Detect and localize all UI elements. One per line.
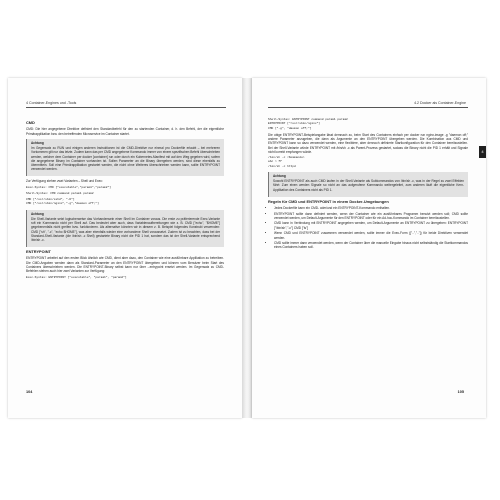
warning-box-title: Achtung (31, 140, 44, 145)
warning-box (26, 139, 224, 176)
list-item: • Jedes Dockerfile kann ein CMD- oder/und ein ENTRYPOINT-Kommando enthalten. (274, 206, 468, 210)
body-paragraph: ENTRYPOINT arbeitet auf den ersten Blick ähnlich wie CMD, dient aber dazu, den Container wie eine ausführbare Applikation zu betreiben. Die CMD-Angaben werden dann als Standard-Parameter an den ENTRYPOINT übergeben und können vom Benutzer beim Start des Containers überschrieben werden. Die ENTRYPOINT-Binary selbst kann nur über --entrypoint ersetzt werden. Im Gegensatz zu CMD-Befehlen stehen auch hier zwei Varianten zur Verfügung: (26, 256, 224, 274)
section-heading: ENTRYPOINT (26, 249, 51, 255)
body-paragraph: Die obige ENTRYPOINT-Beispielangabe lässt demnach zu, beim Start des Containers einfach per docker run nginx-image -g "daemon off;" andere Parameter anzugeben, die dann als Argumente an den ENTRYPOINT übergeben werden. Die Kombination aus CMD und ENTRYPOINT kann so dazu verwendet werden, eine flexiblere, aber dennoch definierte Startkonfiguration für den Container bereitzustellen. Bei der Shell-Variante würde ENTRYPOINT mit /bin/sh -c als Parent-Prozess gestartet, sodass die Binary nicht die PID 1 erhält und Signale nicht korrekt empfangen würde. (268, 132, 468, 154)
code-listing: Shell-Syntax: ENTRYPOINT command param1 param2 ENTRYPOINT ["/usr/sbin/nginx"] CMD ["-g", "daemon off;"] (268, 118, 348, 130)
warning-box-title: Achtung (273, 173, 286, 178)
bullet-list (268, 206, 468, 250)
left-running-head: 4 Container-Engines und -Tools (26, 101, 77, 105)
list-item: • Wenn CMD und ENTRYPOINT zusammen verwendet werden, sollte immer die Exec-Form (["..",".."]) für beide Direktiven verwendet werden. (274, 231, 468, 240)
section-heading: Regeln für CMD und ENTRYPOINT in einem Docker-Umgebungen (268, 198, 389, 204)
section-heading: CMD (26, 120, 35, 125)
body-paragraph: Zur Verfügung stehen zwei Varianten – Shell und Exec: (26, 179, 103, 184)
warning-box-text: Sowohl ENTRYPOINT als auch CMD laufen in der Shell-Variante als Subkommandos von /bin/sh -c, was in der Regel zu zwei Effekten führt: Zum einen werden Signale so nicht an das aufgerufene Kommando weitergeleitet, zum anderen läuft die eigentliche Kern-Applikation des Containers nicht als PID 1. (273, 179, 464, 192)
list-item: • CMD kann in Verbindung mit ENTRYPOINT angegeben werden, um Default-Argumente an ENTRYPOINT zu übergeben: ENTRYPOINT ["/bin/sh","-c"] CMD ["ls"] (274, 221, 468, 230)
left-page-content (26, 118, 224, 282)
warning-box (26, 210, 224, 247)
left-header-rule (26, 107, 226, 108)
right-running-head: 4.2 Docker als Container-Engine (414, 101, 466, 105)
list-item: • CMD sollte immer dann verwendet werden, wenn der Container über die manuelle Eingabe hinaus nicht selbstständig die Startkommandos eines Containers haben soll. (274, 241, 468, 250)
left-page-number: 104 (26, 390, 33, 394)
list-item: • ENTRYPOINT sollte dann definiert werden, wenn der Container wie ein ausführbares Programm benutzt werden soll; CMD sollte verwendet werden, um Default-Argumente für den ENTRYPOINT oder für ein Ad-hoc-Kommando im Container bereitzustellen. (274, 212, 468, 221)
code-listing: Shell-Syntax: CMD command param1 param2 (26, 191, 94, 195)
right-page (252, 78, 486, 418)
code-listing: CMD ["/usr/sbin/sshd", "-D"] CMD ["/usr/sbin/nginx","-g","daemon off;"] (26, 198, 99, 206)
code-listing: /bin/sh -c <Kommando> abc > ff /bin/sh -c httpd (268, 156, 305, 168)
warning-box (268, 172, 468, 197)
chapter-thumb-tab: 4 (479, 146, 486, 158)
right-header-rule (268, 107, 468, 108)
warning-box-title: Achtung (31, 211, 44, 216)
right-page-number: 105 (457, 390, 464, 394)
code-listing: Exec-Syntax: CMD ["executable","param1","param2"] (26, 185, 111, 189)
right-page-content (268, 118, 468, 252)
book-gutter (242, 78, 252, 418)
warning-box-text: Im Gegensatz zu RUN und einigen anderen Instruktionen ist die CMD-Direktive nur einmal pro Dockerfile erlaubt – bei mehreren Vorkommen gilt nur das letzte. Zudem kann das per CMD angegebene Kommando immer von einem spezifischen Befehl überschrieben werden, welcher dem Container per docker [container] run oder durch ein Kubernetes-Manifest mit auf den Weg gegeben wird, sofern die angegebene Binary im Container vorhanden ist. Sollen Parameter an die Binary übergeben werden, sind diese ebenfalls zu übermitteln. Soll eine Primärapplikation gestartet werden, die nicht ohne Weiteres überschrieben werden kann, sollte ENTRYPOINT verwendet werden. (31, 146, 220, 172)
warning-box-text: Die Shell-Variante setzt logischerweise das Vorhandensein einer Shell im Container voraus. Die erste zu präferierende Exec-Variante ruft ein Kommando nicht per Shell auf. Das bedeutet aber auch, dass Variablenaufbereitungen wie z. B. CMD ["echo", "$HOME"] gegebenenfalls nicht greifen bzw. funktionieren. Als alternative könnten wir in diesem z. B. Beispiel folgendes Konstrukt verwenden: CMD ["sh", "-c", "echo $HOME"], was aber ebenfalls wieder eine vorhandene Shell voraussetzt. Zudem ist zu beachten, dass bei der Standard-Shell-Variante (die /bin/sh -c Shell) gestartete Binary nicht die PID 1 hat, sondern das ist der Shell-Variante entsprechend /bin/sh -c. (31, 216, 220, 243)
left-page (8, 78, 242, 418)
book-spread (8, 78, 492, 418)
code-listing: Exec-Syntax: ENTRYPOINT ["executable", "param1", "param2"] (26, 275, 127, 279)
body-paragraph: CMD: Die hier angegebene Direktive definiert den Standardbefehl für den zu startenden Container, d. h. den Befehl, der die eigentliche Primärapplikation bzw. den betreffenden Microservice im Container startet. (26, 127, 224, 136)
